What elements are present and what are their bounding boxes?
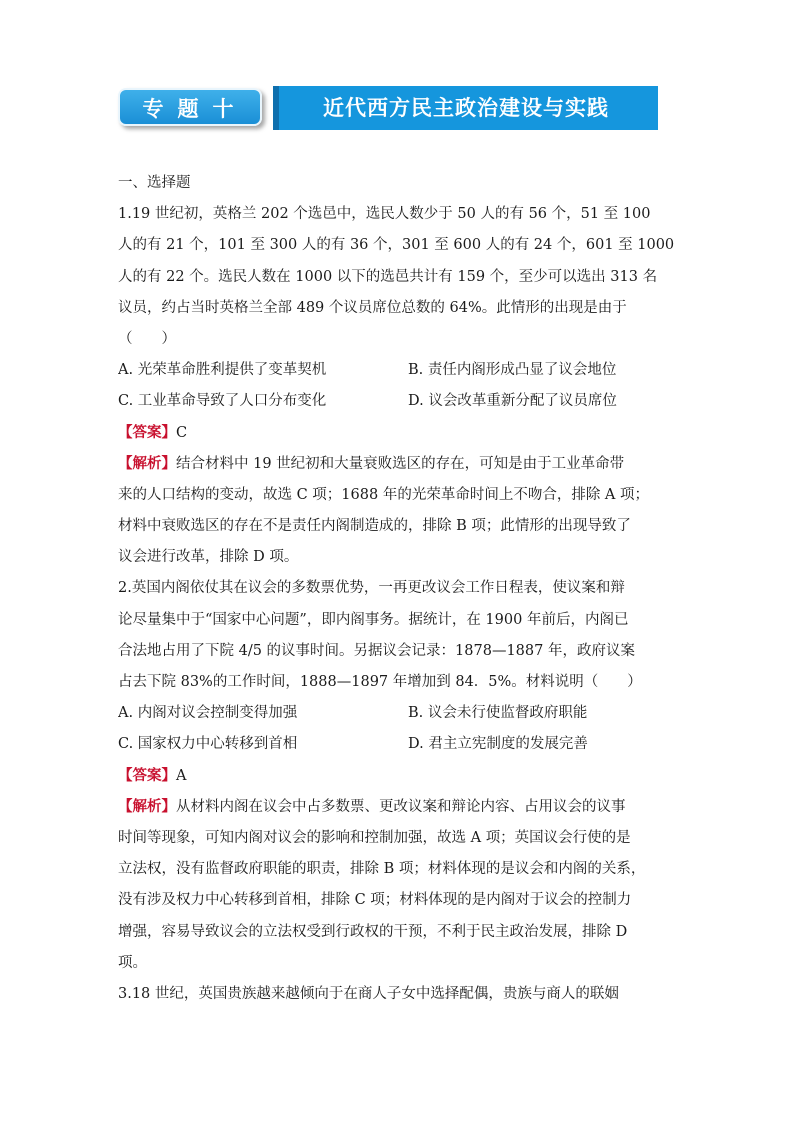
question-2-stem-line-1: 2.英国内阁依仗其在议会的多数票优势，一再更改议会工作日程表，使议案和辩 <box>118 580 625 597</box>
question-2-analysis-line-2: 时间等现象，可知内阁对议会的影响和控制加强，故选 A 项；英国议会行使的是 <box>118 829 631 846</box>
question-1-options-row-2 <box>118 386 678 417</box>
question-1-analysis-line-2: 来的人口结构的变动，故选 C 项；1688 年的光荣革命时间上不吻合，排除 A 项； <box>118 486 650 503</box>
question-1-stem-line-3: 人的有 22 个。选民人数在 1000 以下的选邑共计有 159 个，至少可以选出 313 名 <box>118 268 658 285</box>
question-2-option-d: D. 君主立宪制度的发展完善 <box>408 736 588 753</box>
question-2-analysis-line-6: 项。 <box>118 954 147 971</box>
question-1-stem-line-2: 人的有 21 个，101 至 300 人的有 36 个，301 至 600 人的有 24 个，601 至 1000 <box>118 237 675 254</box>
question-1-options-row-1 <box>118 355 678 386</box>
question-1-option-a: A. 光荣革命胜利提供了变革契机 <box>118 362 327 379</box>
question-2-stem-line-2: 论尽量集中于“国家中心问题”，即内阁事务。据统计，在 1900 年前后，内阁已 <box>118 611 629 628</box>
question-2-analysis-line-5: 增强，容易导致议会的立法权受到行政权的干预，不利于民主政治发展，排除 D <box>118 923 628 940</box>
question-3-stem-line-1: 3.18 世纪，英国贵族越来越倾向于在商人子女中选择配偶，贵族与商人的联姻 <box>118 985 619 1002</box>
question-1-analysis-line-3: 材料中衰败选区的存在不是责任内阁制造成的，排除 B 项；此情形的出现导致了 <box>118 518 631 535</box>
analysis-text: 结合材料中 19 世纪初和大量衰败选区的存在，可知是由于工业革命带 <box>176 455 625 472</box>
question-1-option-c: C. 工业革命导致了人口分布变化 <box>118 393 327 410</box>
question-2-analysis-line-1 <box>118 792 678 823</box>
analysis-label: 【解析】 <box>118 798 176 815</box>
question-2-stem-line-4: 占去下院 83%的工作时间，1888—1897 年增加到 84．5%。材料说明（ ） <box>118 674 642 690</box>
chapter-title: 近代西方民主政治建设与实践 <box>273 86 658 130</box>
question-2-options-row-1 <box>118 698 678 729</box>
question-2-answer <box>118 761 678 792</box>
document-body <box>118 168 678 1010</box>
analysis-label: 【解析】 <box>118 455 176 472</box>
question-1-analysis-line-4: 议会进行改革，排除 D 项。 <box>118 549 299 566</box>
question-2-stem-line-3: 合法地占用了下院 4/5 的议事时间。另据议会记录：1878—1887 年，政府议案 <box>118 642 635 659</box>
question-2-option-a: A. 内阁对议会控制变得加强 <box>118 705 298 722</box>
question-1-analysis-line-1 <box>118 449 678 480</box>
section-heading: 一、选择题 <box>118 175 191 191</box>
question-2-option-b: B. 议会未行使监督政府职能 <box>408 705 588 722</box>
answer-value: C <box>176 424 188 441</box>
chapter-banner <box>118 86 658 130</box>
answer-label: 【答案】 <box>118 767 176 784</box>
question-2-analysis-line-4: 没有涉及权力中心转移到首相，排除 C 项；材料体现的是内阁对于议会的控制力 <box>118 892 632 909</box>
analysis-text: 从材料内阁在议会中占多数票、更改议案和辩论内容、占用议会的议事 <box>176 798 626 815</box>
chapter-tag: 专题十 <box>118 88 262 126</box>
question-1-stem-line-4: 议员，约占当时英格兰全部 489 个议员席位总数的 64%。此情形的出现是由于 <box>118 299 627 316</box>
question-1-option-b: B. 责任内阁形成凸显了议会地位 <box>408 362 617 379</box>
question-2-analysis-line-3: 立法权，没有监督政府职能的职责，排除 B 项；材料体现的是议会和内阁的关系， <box>118 861 646 878</box>
question-1-option-d: D. 议会改革重新分配了议员席位 <box>408 393 617 410</box>
answer-value: A <box>176 767 187 784</box>
question-1-stem-line-5: （ ） <box>118 330 176 347</box>
question-2-options-row-2 <box>118 729 678 760</box>
answer-label: 【答案】 <box>118 424 176 441</box>
question-2-option-c: C. 国家权力中心转移到首相 <box>118 736 298 753</box>
question-1-answer <box>118 418 678 449</box>
question-1-stem-line-1: 1.19 世纪初，英格兰 202 个选邑中，选民人数少于 50 人的有 56 个，51 至 100 <box>118 206 651 223</box>
